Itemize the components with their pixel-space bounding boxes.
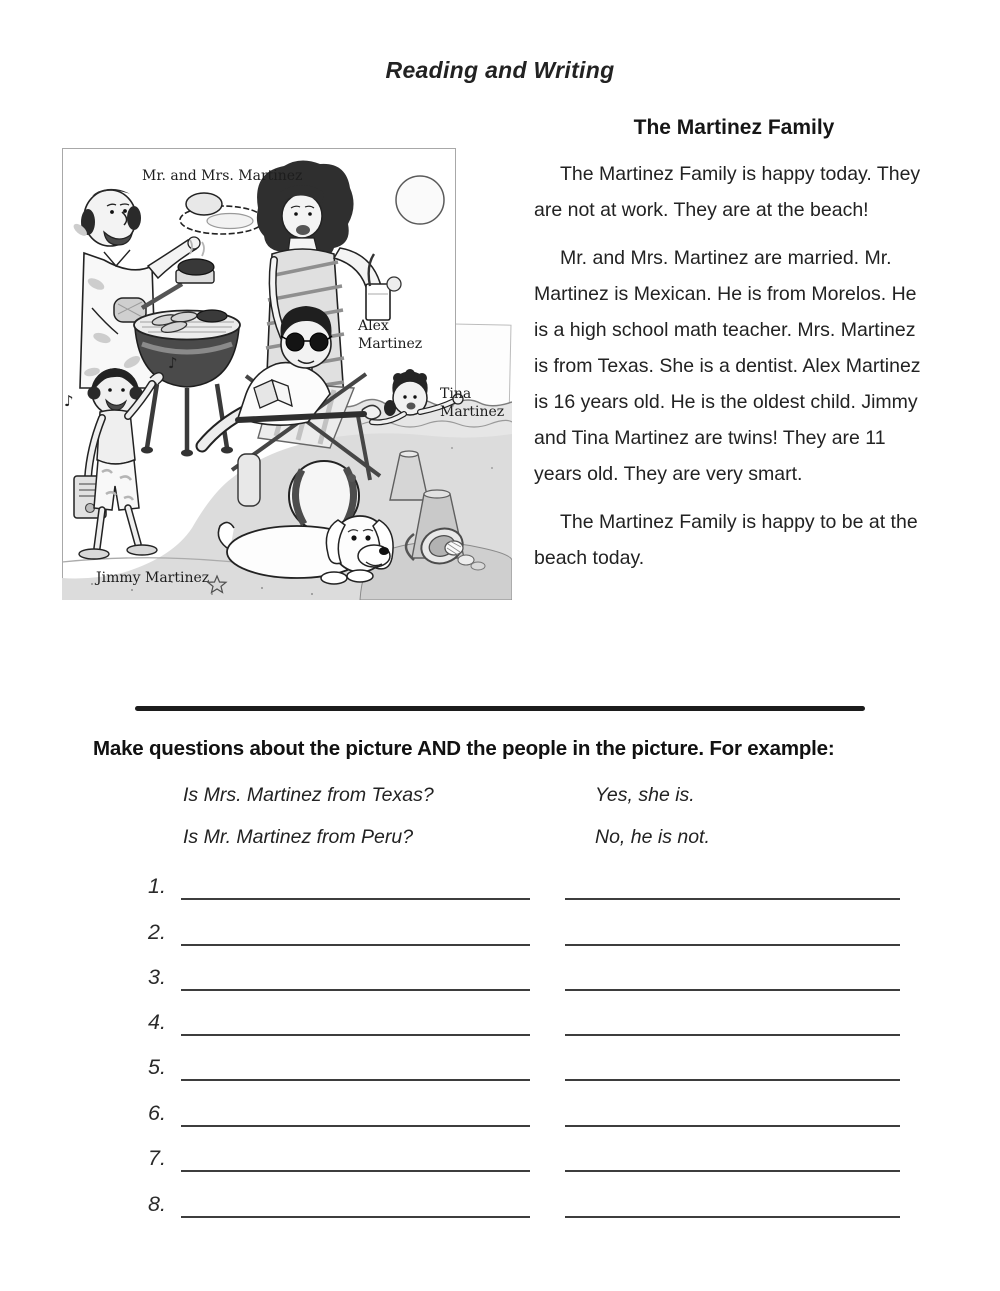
exercise-instruction: Make questions about the picture AND the people in the picture. For example: <box>93 737 835 760</box>
item-number: 5. <box>148 1055 166 1079</box>
example-row <box>0 826 1000 856</box>
music-note-icon: ♪ <box>168 354 178 372</box>
answer-blank <box>565 1170 900 1172</box>
answer-blank <box>565 944 900 946</box>
page-title: Reading and Writing <box>385 57 615 83</box>
example-row <box>0 784 1000 814</box>
answer-blank <box>565 898 900 900</box>
passage-paragraph-1: The Martinez Family is happy today. They are not at work. They are at the beach! <box>534 163 921 221</box>
example-question: Is Mrs. Martinez from Texas? <box>183 784 434 806</box>
answer-blank <box>565 1125 900 1127</box>
question-row <box>0 920 1000 954</box>
item-number: 1. <box>148 874 166 898</box>
sun-icon <box>396 176 444 224</box>
question-row <box>0 1055 1000 1089</box>
question-blank <box>181 1170 530 1172</box>
question-row <box>0 874 1000 908</box>
item-number: 2. <box>148 920 166 944</box>
item-number: 3. <box>148 965 166 989</box>
beach-scene-svg <box>62 148 512 600</box>
item-number: 7. <box>148 1146 166 1170</box>
question-blank <box>181 989 530 991</box>
label-jimmy: Jimmy Martinez <box>96 570 210 586</box>
passage-paragraph-2: Mr. and Mrs. Martinez are married. Mr. Martinez is Mexican. He is from Morelos. He is a high school math teacher. Mrs. Martinez is from Texas. She is a dentist. Alex Martinez is 16 years old. He is the oldest child. Jimmy and Tina Martinez are twins! They are 11 years old. They are very smart. <box>534 247 921 485</box>
question-blank <box>181 1079 530 1081</box>
example-question: Is Mr. Martinez from Peru? <box>183 826 414 848</box>
label-alex-line2: Martinez <box>358 336 423 352</box>
question-blank <box>181 898 530 900</box>
question-blank <box>181 1125 530 1127</box>
item-number: 4. <box>148 1010 166 1034</box>
label-alex-line1: Alex <box>358 318 389 334</box>
lemon-slice <box>387 277 401 291</box>
thermos-bottle <box>238 454 260 506</box>
reading-passage <box>534 116 934 588</box>
question-row <box>0 1192 1000 1226</box>
item-number: 6. <box>148 1101 166 1125</box>
question-blank <box>181 1034 530 1036</box>
sandal <box>127 545 157 555</box>
music-note-icon: ♪ <box>64 392 74 410</box>
item-number: 8. <box>148 1192 166 1216</box>
answer-blank <box>565 989 900 991</box>
question-blank <box>181 1216 530 1218</box>
answer-blank <box>565 1079 900 1081</box>
question-row <box>0 1010 1000 1044</box>
family-beach-illustration <box>62 148 512 600</box>
question-row <box>0 1146 1000 1180</box>
question-blank <box>181 944 530 946</box>
tina-ponytail <box>384 400 396 416</box>
example-answer: No, he is not. <box>595 826 710 848</box>
answer-blank <box>565 1216 900 1218</box>
label-tina-line1: Tina <box>440 386 472 402</box>
passage-heading: The Martinez Family <box>633 116 835 139</box>
question-row <box>0 1101 1000 1135</box>
question-row <box>0 965 1000 999</box>
answer-blank <box>565 1034 900 1036</box>
section-divider <box>135 706 865 711</box>
label-parents: Mr. and Mrs. Martinez <box>142 168 303 184</box>
example-answer: Yes, she is. <box>595 784 695 806</box>
passage-paragraph-3: The Martinez Family is happy to be at the beach today. <box>534 511 918 569</box>
label-tina-line2: Martinez <box>440 404 505 420</box>
sandal <box>79 549 109 559</box>
